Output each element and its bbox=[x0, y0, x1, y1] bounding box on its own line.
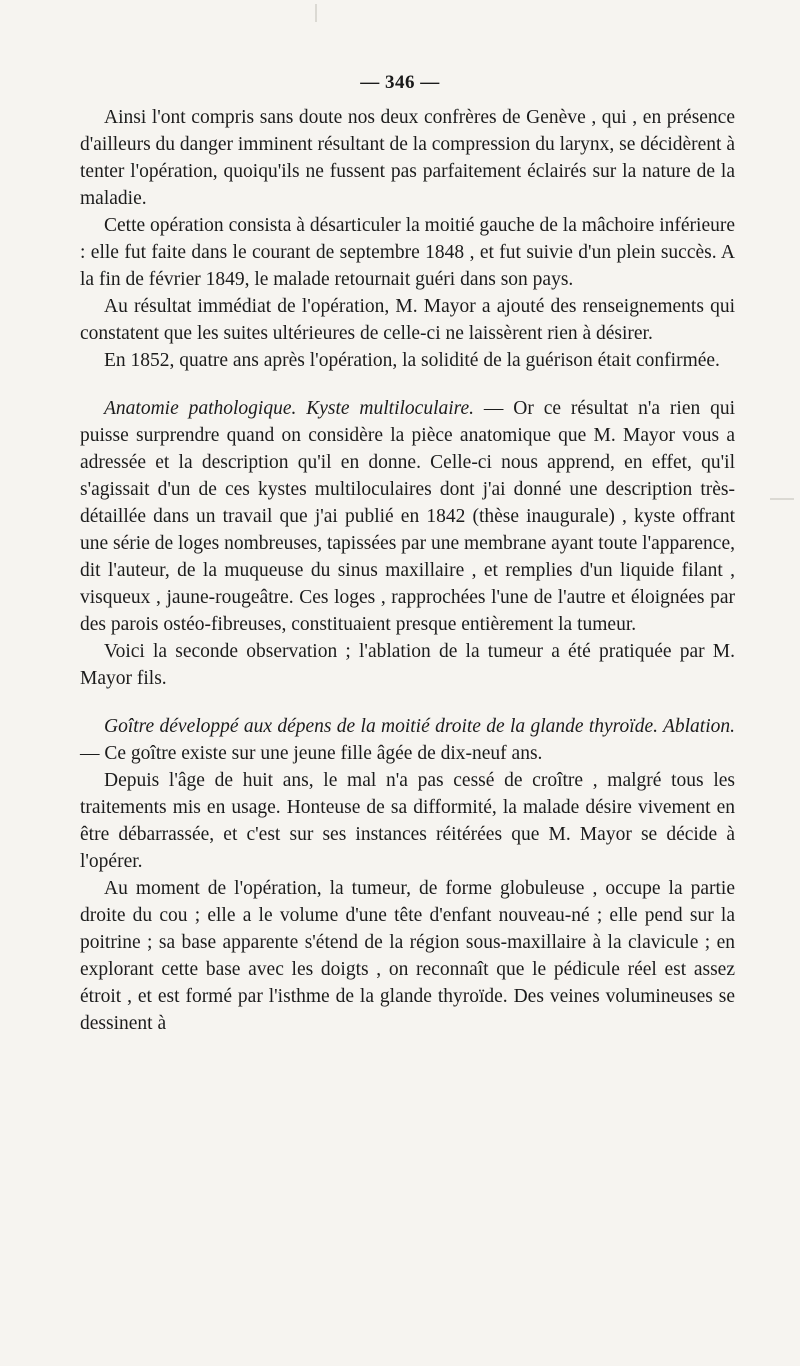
paragraph-6-text: Voici la seconde observation ; l'ablation de la tumeur a été pratiquée par M. Mayor fils. bbox=[80, 641, 735, 689]
section-heading-goitre: Goître développé aux dépens de la moitié droite de la glande thyroïde. Ablation. bbox=[104, 716, 735, 737]
paragraph-8-text: Depuis l'âge de huit ans, le mal n'a pas cessé de croître , malgré tous les traitements mis en usage. Honteuse de sa difformité, la malade désire vivement en être débarrassée, et c'est sur ses instances réitérées que M. Mayor se décide à l'opérer. bbox=[80, 770, 735, 872]
paragraph-7 bbox=[80, 713, 735, 767]
paragraph-9 bbox=[80, 875, 735, 1037]
paragraph-3-text: Au résultat immédiat de l'opération, M. Mayor a ajouté des renseignements qui constatent que les suites ultérieures de celle-ci ne laissèrent rien à désirer. bbox=[80, 296, 735, 344]
paragraph-7-text: — Ce goître existe sur une jeune fille âgée de dix-neuf ans. bbox=[80, 743, 543, 764]
paragraph-2 bbox=[80, 212, 735, 293]
page-number: — 346 — bbox=[360, 72, 440, 93]
paragraph-9-text: Au moment de l'opération, la tumeur, de forme globuleuse , occupe la partie droite du cou ; elle a le volume d'une tête d'enfant nouveau-né ; elle pend sur la poitrine ; sa base apparente s'étend de la région sous-maxillaire à la clavicule ; en explorant cette base avec les doigts , on reconnaît que le pédicule réel est assez étroit , et est formé par l'isthme de la glande thyroïde. Des veines volumineuses se dessinent à bbox=[80, 878, 735, 1034]
paragraph-4 bbox=[80, 347, 735, 374]
paper-speck bbox=[770, 498, 794, 500]
paragraph-5 bbox=[80, 395, 735, 638]
paper-speck bbox=[315, 4, 317, 22]
paragraph-1-text: Ainsi l'ont compris sans doute nos deux confrères de Genève , qui , en présence d'ailleurs du danger imminent résultant de la compression du larynx, se décidèrent à tenter l'opération, quoiqu'ils ne fussent pas parfaitement éclairés sur la nature de la maladie. bbox=[80, 107, 735, 209]
section-heading-anatomie: Anatomie pathologique. Kyste multiloculaire. bbox=[104, 398, 475, 419]
paragraph-4-text: En 1852, quatre ans après l'opération, la solidité de la guérison était confirmée. bbox=[104, 350, 720, 371]
paragraph-1 bbox=[80, 104, 735, 212]
paragraph-2-text: Cette opération consista à désarticuler la moitié gauche de la mâchoire inférieure : elle fut faite dans le courant de septembre 1848 , et fut suivie d'un plein succès. A la fin de février 1849, le malade retournait guéri dans son pays. bbox=[80, 215, 735, 290]
paragraph-8 bbox=[80, 767, 735, 875]
paragraph-6 bbox=[80, 638, 735, 692]
body-text bbox=[80, 104, 735, 1037]
paragraph-3 bbox=[80, 293, 735, 347]
paragraph-5-text: — Or ce résultat n'a rien qui puisse surprendre quand on considère la pièce anatomique que M. Mayor vous a adressée et la description qu'il en donne. Celle-ci nous apprend, en effet, qu'il s'agissait d'un de ces kystes multiloculaires dont j'ai donné une description très-détaillée dans un travail que j'ai publié en 1842 (thèse inaugurale) , kyste offrant une série de loges nombreuses, tapissées par une membrane ayant toute l'apparence, dit l'auteur, de la muqueuse du sinus maxillaire , et remplies d'un liquide filant , visqueux , jaune-rougeâtre. Ces loges , rapprochées l'une de l'autre et éloignées par des parois ostéo-fibreuses, constituaient presque entièrement la tumeur. bbox=[80, 398, 736, 635]
